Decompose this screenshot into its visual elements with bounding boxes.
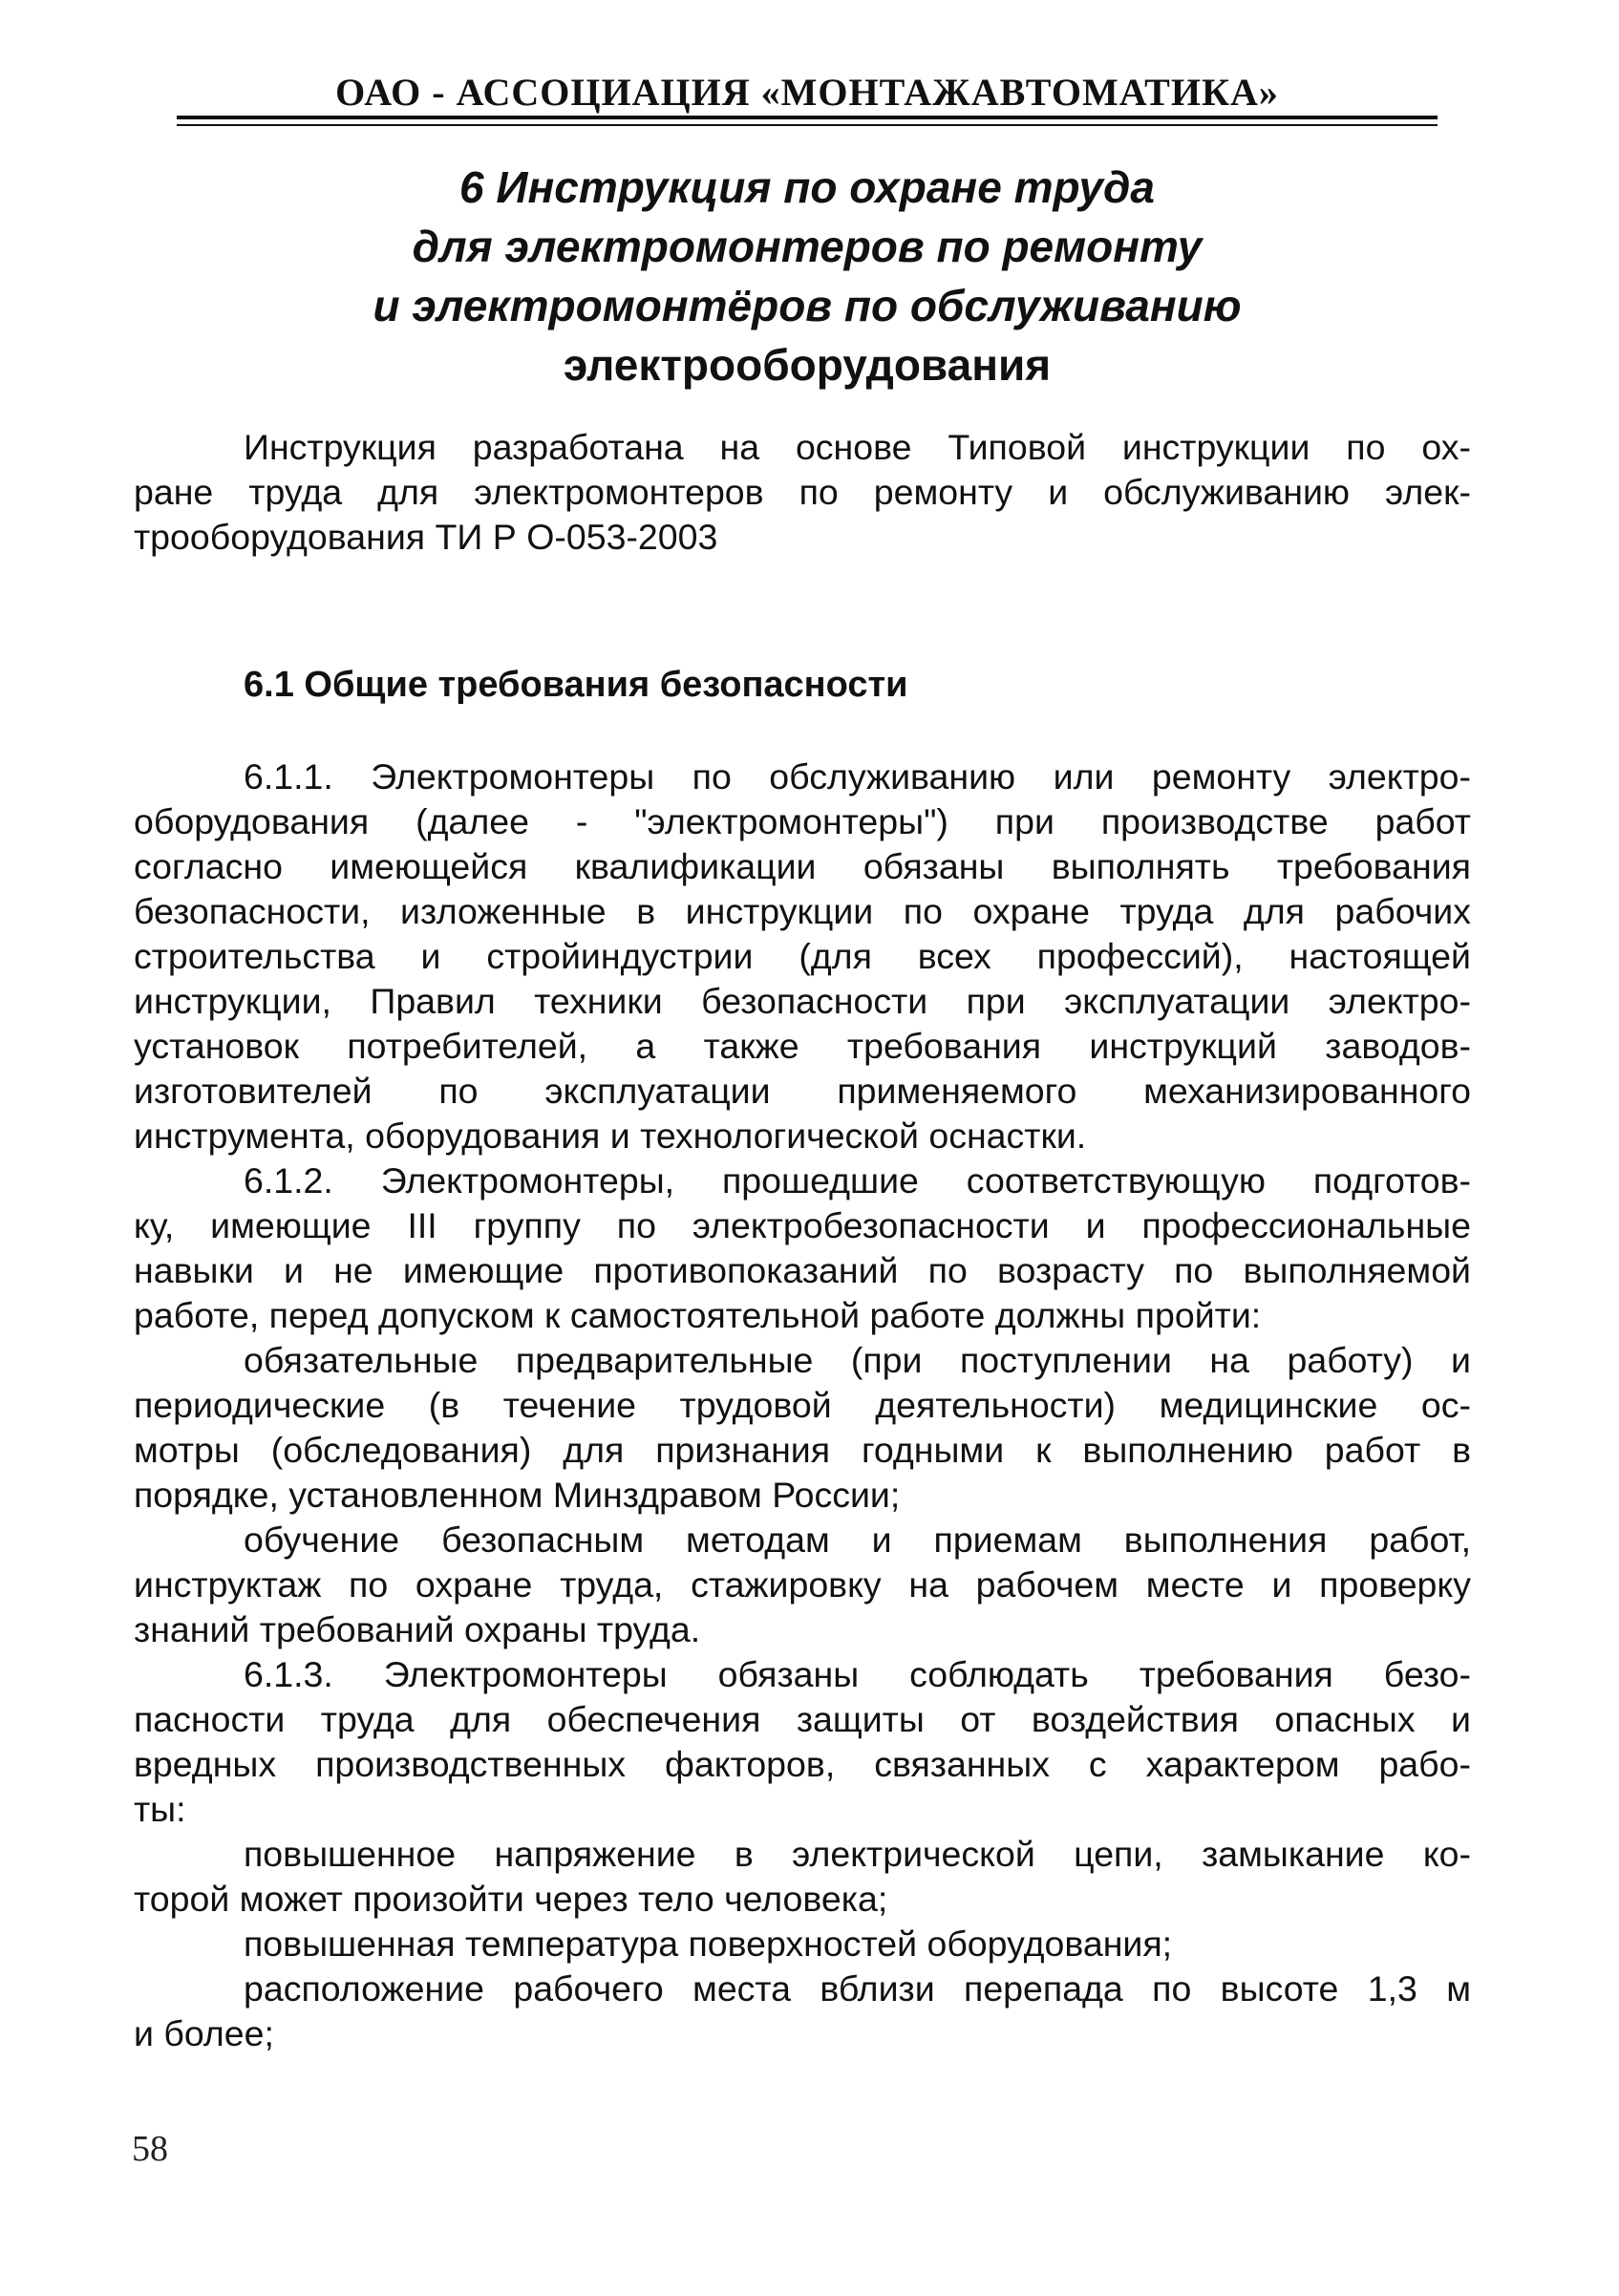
body-line: обязательные предварительные (при поступлении на работу) и xyxy=(244,1340,1471,1380)
intro-line: ране труда для электромонтеров по ремонту и обслуживанию элек- xyxy=(134,472,1471,512)
body-line: безопасности, изложенные в инструкции по охране труда для рабочих xyxy=(134,891,1471,931)
body-line: порядке, установленном Минздравом России; xyxy=(134,1475,901,1515)
body-line: обучение безопасным методам и приемам выполнения работ, xyxy=(244,1520,1471,1560)
chapter-title-line: и электромонтёров по обслуживанию xyxy=(373,281,1242,330)
body-line: строительства и стройиндустрии (для всех профессий), настоящей xyxy=(134,936,1471,976)
body-line: вредных производственных факторов, связанных с характером рабо- xyxy=(134,1744,1471,1784)
body-line: повышенное напряжение в электрической цепи, замыкание ко- xyxy=(244,1834,1471,1874)
body-line: пасности труда для обеспечения защиты от воздействия опасных и xyxy=(134,1699,1471,1739)
chapter-title-line: 6 Инструкция по охране труда xyxy=(459,162,1155,212)
body-line: и более; xyxy=(134,2013,274,2053)
running-header: ОАО - АССОЦИАЦИЯ «МОНТАЖАВТОМАТИКА» xyxy=(335,71,1279,114)
body-text xyxy=(134,755,1471,2056)
body-line: периодические (в течение трудовой деятельности) медицинские ос- xyxy=(134,1385,1471,1425)
body-line: ку, имеющие III группу по электробезопасности и профессиональные xyxy=(134,1205,1471,1245)
intro-line: трооборудования ТИ Р О-053-2003 xyxy=(134,517,718,557)
body-line: инструкции, Правил техники безопасности при эксплуатации электро- xyxy=(134,981,1471,1021)
body-line: 6.1.3. Электромонтеры обязаны соблюдать требования безо- xyxy=(244,1654,1471,1694)
body-line: торой может произойти через тело человека; xyxy=(134,1879,888,1919)
body-line: 6.1.1. Электромонтеры по обслуживанию или ремонту электро- xyxy=(244,756,1471,797)
intro-line: Инструкция разработана на основе Типовой инструкции по ох- xyxy=(244,427,1471,467)
body-line: мотры (обследования) для признания годными к выполнению работ в xyxy=(134,1430,1471,1470)
body-line: инструмента, оборудования и технологической оснастки. xyxy=(134,1116,1087,1156)
body-line: расположение рабочего места вблизи перепада по высоте 1,3 м xyxy=(244,1968,1471,2009)
section-heading: 6.1 Общие требования безопасности xyxy=(244,665,908,705)
body-line: инструктаж по охране труда, стажировку на рабочем месте и проверку xyxy=(134,1564,1471,1605)
body-line: повышенная температура поверхностей оборудования; xyxy=(244,1924,1173,1964)
body-line: установок потребителей, а также требования инструкций заводов- xyxy=(134,1026,1471,1066)
intro-paragraph xyxy=(134,425,1471,560)
chapter-title-line: электрооборудования xyxy=(563,340,1052,390)
body-line: изготовителей по эксплуатации применяемого механизированного xyxy=(134,1071,1471,1111)
chapter-title-line: для электромонтеров по ремонту xyxy=(412,222,1203,271)
body-line: 6.1.2. Электромонтеры, прошедшие соответствующую подготов- xyxy=(244,1160,1471,1201)
page-number: 58 xyxy=(132,2129,168,2169)
header-rule-thick xyxy=(177,116,1438,119)
body-line: оборудования (далее - "электромонтеры") при производстве работ xyxy=(134,801,1471,841)
body-line: навыки и не имеющие противопоказаний по возрасту по выполняемой xyxy=(134,1250,1471,1290)
body-line: знаний требований охраны труда. xyxy=(134,1609,701,1649)
header-rule-thin xyxy=(177,124,1438,126)
chapter-title xyxy=(287,158,1328,394)
body-line: работе, перед допуском к самостоятельной работе должны пройти: xyxy=(134,1295,1262,1335)
body-line: ты: xyxy=(134,1789,186,1829)
body-line: согласно имеющейся квалификации обязаны выполнять требования xyxy=(134,846,1471,886)
